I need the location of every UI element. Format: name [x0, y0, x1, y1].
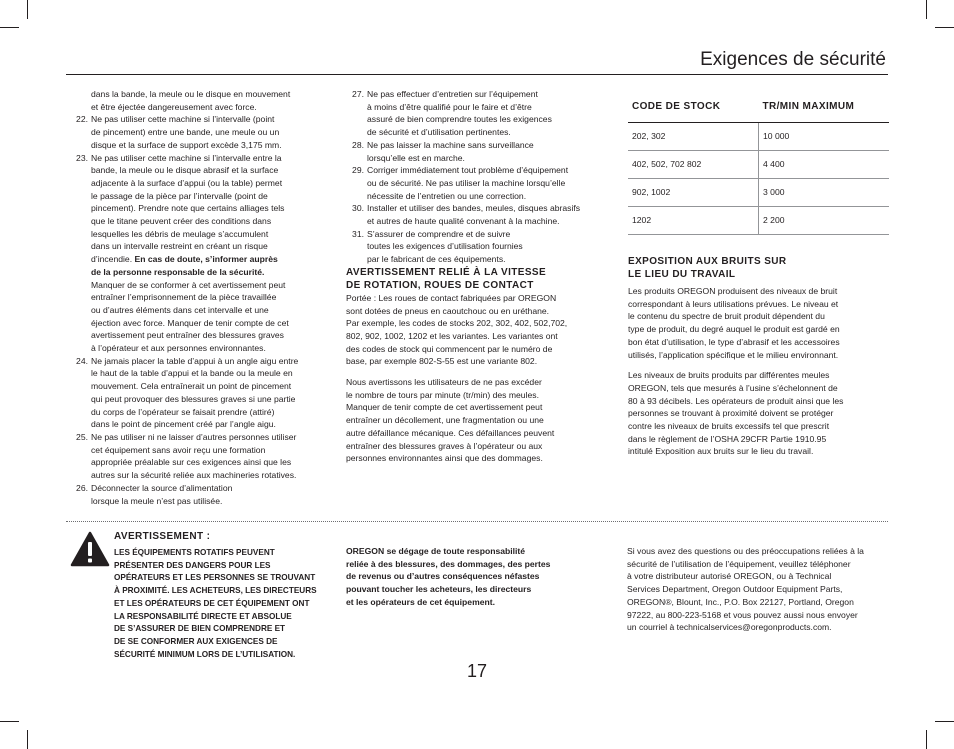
paragraph-decibels: [628, 369, 889, 458]
text-line: pincement). Prendre note que certains alliages tels: [91, 203, 285, 214]
list-item: [346, 228, 611, 266]
table-row: [628, 179, 889, 207]
crop-mark: [0, 27, 19, 28]
text-line: disque et la surface de support excède 3,175 mm.: [91, 139, 282, 150]
text-line: Ne jamais placer la table d’appui à un angle aigu entre: [91, 355, 299, 366]
text-line: le contenu du spectre de bruit produit dépendent du: [628, 311, 825, 322]
text-line: Services Department, Oregon Outdoor Equipment Parts,: [627, 584, 843, 595]
text-line: DE S’ASSURER DE BIEN COMPRENDRE ET: [114, 624, 286, 634]
table-cell: 4 400: [759, 151, 890, 179]
text-line: OREGON, tels que mesurés à l’usine s’échelonnent de: [628, 382, 838, 393]
text-line: pouvant toucher les acheteurs, les directeurs: [346, 584, 532, 595]
crop-mark: [27, 0, 28, 19]
text-line: reliée à des blessures, des dommages, des pertes: [346, 558, 551, 569]
table-header-row: [628, 92, 889, 123]
text-line: à l’opérateur et aux personnes environnantes.: [91, 343, 266, 354]
item-number: 31.: [352, 228, 364, 239]
crop-mark: [926, 0, 927, 19]
text-line: Ne pas utiliser cette machine si l’intervalle (point: [91, 114, 275, 125]
paragraph-noise-levels: [628, 285, 889, 361]
text-line: OPÉRATEURS ET LES PERSONNES SE TROUVANT: [114, 573, 316, 583]
text-line: nécessite de l’entretien ou une correction.: [367, 190, 527, 201]
text-line: base, par exemple 802-S-55 est une variante 802.: [346, 356, 538, 367]
item-number: 22.: [76, 114, 88, 125]
table-row: [628, 151, 889, 179]
text-line: autre défaillance mécanique. Ces défaillances peuvent: [346, 427, 555, 438]
warning-triangle-icon: [70, 531, 110, 567]
text-line: Les produits OREGON produisent des niveaux de bruit: [628, 286, 838, 296]
page-number: 17: [466, 661, 488, 681]
text-line: assuré de bien comprendre toutes les exigences: [367, 114, 552, 125]
text-line: autres sur la sécurité reliée aux machineries rotatives.: [91, 470, 297, 481]
text-line: entraîner un décollement, une fragmentation ou une: [346, 415, 544, 426]
text-line: qui peut provoquer des blessures graves si une partie: [91, 393, 296, 404]
item-number: 25.: [76, 431, 88, 442]
column-header: TR/MIN MAXIMUM: [759, 92, 890, 123]
text-line: Corriger immédiatement tout problème d’équipement: [367, 165, 569, 176]
column-3: [628, 88, 889, 458]
list-item: [70, 152, 330, 355]
text-line: PRÉSENTER DES DANGERS POUR LES: [114, 560, 271, 570]
text-line: et les opérateurs de cet équipement.: [346, 596, 496, 607]
text-line: Les niveaux de bruits produits par différentes meules: [628, 370, 830, 381]
crop-mark: [935, 27, 954, 28]
item-number: 26.: [76, 482, 88, 493]
warning-title: AVERTISSEMENT :: [114, 531, 211, 542]
text-line: Ne pas utiliser cette machine si l’intervalle entre la: [91, 152, 282, 163]
warning-body: [114, 547, 330, 661]
text-line: 97222, au 800-223-5168 et vous pouvez aussi nous envoyer: [627, 609, 858, 620]
bold-text: de la personne responsable de la sécurité.: [91, 266, 265, 277]
text-line: bon état d’utilisation, le type d’abrasif et les accessoires: [628, 336, 840, 347]
text-line: sécurité de l’utilisation de l’équipement, veuillez téléphoner: [627, 558, 851, 569]
list-item: [346, 139, 611, 164]
paragraph-scope: [346, 292, 611, 368]
text-line: entraîner des blessures graves à l’opérateur ou aux: [346, 440, 543, 451]
text-line: contre les niveaux de bruits excessifs tel que prescrit: [628, 421, 830, 432]
list-item: [346, 88, 611, 139]
crop-mark: [935, 721, 954, 722]
text-line: Portée : Les roues de contact fabriquées par OREGON: [346, 292, 557, 303]
text-line: Ne pas effectuer d’entretien sur l’équipement: [367, 89, 538, 99]
column-1: [70, 88, 330, 507]
text-line: OREGON®, Blount, Inc., P.O. Box 22127, Portland, Oregon: [627, 596, 854, 607]
text-line: du corps de l’opérateur se faisait prendre (attiré): [91, 406, 275, 417]
text-line: mouvement. Cela entraînerait un point de pincement: [91, 381, 292, 392]
text-line: Par exemple, les codes de stocks 202, 302, 402, 502,702,: [346, 318, 568, 329]
item-21-continuation: [70, 88, 330, 113]
text-line: bande, la meule ou le disque abrasif et la surface: [91, 165, 279, 176]
text-line: correspondant à leurs utilisations prévues. Le niveau et: [628, 298, 839, 309]
bold-text: En cas de doute, s’informer auprès: [132, 254, 278, 265]
text-line: LES ÉQUIPEMENTS ROTATIFS PEUVENT: [114, 548, 275, 557]
text-line: LA RESPONSABILITÉ DIRECTE ET ABSOLUE: [114, 611, 292, 621]
text-line: avertissement peut entraîner des blessures graves: [91, 330, 284, 341]
text-line: S’assurer de comprendre et de suivre: [367, 228, 511, 239]
list-item: [70, 113, 330, 151]
text-line: entraîner l’emprisonnement de la pièce travaillée: [91, 292, 277, 303]
warning-block: [114, 530, 330, 661]
text-line: 80 à 93 décibels. Les opérateurs de produit ainsi que les: [628, 395, 844, 406]
text-line: 802, 902, 1002, 1202 et les variantes. Les variantes ont: [346, 330, 558, 341]
text-line: DE SE CONFORMER AUX EXIGENCES DE: [114, 636, 278, 646]
text-line: lesquelles les débris de meulage s’accumulent: [91, 228, 269, 239]
text-line: utilisés, l’application spécifique et le milieu environnant.: [628, 349, 839, 360]
heading-line: DE ROTATION, ROUES DE CONTACT: [346, 279, 534, 291]
safety-list-col2: [346, 88, 611, 266]
crop-mark: [926, 730, 927, 749]
text-line: appropriée préalable sur ces exigences ainsi que les: [91, 457, 292, 468]
table-cell: 402, 502, 702 802: [628, 151, 759, 179]
text-line: que le titane peuvent créer des conditions dans: [91, 216, 272, 227]
item-number: 28.: [352, 139, 364, 150]
section-heading-rotation-speed: [346, 266, 611, 292]
text-line: Nous avertissons les utilisateurs de ne pas excéder: [346, 377, 542, 388]
text-line: et être éjectée dangereusement avec force.: [91, 101, 257, 112]
rpm-table: [628, 92, 889, 235]
list-item: [70, 431, 330, 482]
text-line: Si vous avez des questions ou des préoccupations reliées à la: [627, 546, 864, 556]
column-header: CODE DE STOCK: [628, 92, 759, 123]
text-line: SÉCURITÉ MINIMUM LORS DE L’UTILISATION.: [114, 649, 296, 659]
text-line: intitulé Exposition aux bruits sur le lieu du travail.: [628, 446, 814, 457]
list-item: [70, 355, 330, 431]
table-row: [628, 123, 889, 151]
text-line: des codes de stock qui commencent par le numéro de: [346, 343, 553, 354]
text-line: Manquer de se conformer à cet avertissement peut: [91, 279, 286, 290]
list-item: [346, 164, 611, 202]
text-line: dans la bande, la meule ou le disque en mouvement: [91, 89, 291, 99]
page-title: Exigences de sécurité: [700, 49, 886, 70]
text-span: d’incendie.: [91, 254, 133, 265]
crop-mark: [27, 730, 28, 749]
text-line: sont dotées de pneus en caoutchouc ou en uréthane.: [346, 305, 550, 316]
text-line: de pincement) entre une bande, une meule ou un: [91, 127, 280, 138]
text-line: éjection avec force. Manquer de tenir compte de cet: [91, 317, 289, 328]
table-cell: 3 000: [759, 179, 890, 207]
text-line: un courriel à technicalservices@oregonproducts.com.: [627, 622, 832, 633]
text-line: dans le point de pincement créé par l’angle aigu.: [91, 419, 276, 430]
text-line: OREGON se dégage de toute responsabilité: [346, 546, 526, 556]
text-line: le haut de la table d’appui et la bande ou la meule en: [91, 368, 293, 379]
text-line: le passage de la pièce par l’intervalle (point de: [91, 190, 268, 201]
item-number: 29.: [352, 165, 364, 176]
text-line: le nombre de tours par minute (tr/min) des meules.: [346, 389, 539, 400]
text-line: toutes les exigences d’utilisation fournies: [367, 241, 523, 252]
text-line: dans un intervalle restreint en créant un risque: [91, 241, 268, 252]
text-line: ou de sécurité. Ne pas utiliser la machine lorsqu’elle: [367, 177, 566, 188]
list-item: [346, 202, 611, 227]
section-heading-noise-exposure: [628, 255, 889, 281]
text-line: Ne pas utiliser ni ne laisser d’autres personnes utiliser: [91, 431, 297, 442]
text-line: dans le règlement de l’OSHA 29CFR Partie 1910.95: [628, 433, 827, 444]
table-cell: 10 000: [759, 123, 890, 151]
text-line: Installer et utiliser des bandes, meules, disques abrasifs: [367, 203, 581, 214]
list-item: [70, 482, 330, 507]
text-line: type de produit, du degré auquel le produit est gardé en: [628, 324, 840, 335]
text-line: Manquer de tenir compte de cet avertissement peut: [346, 402, 543, 413]
table-cell: 1202: [628, 207, 759, 235]
item-number: 23.: [76, 152, 88, 163]
table-cell: 902, 1002: [628, 179, 759, 207]
text-line: cet équipement sans avoir reçu une formation: [91, 444, 266, 455]
crop-mark: [0, 721, 19, 722]
paragraph-rpm-warning: [346, 376, 611, 465]
text-line: ET LES OPÉRATEURS DE CET ÉQUIPEMENT ONT: [114, 598, 310, 608]
table-cell: 202, 302: [628, 123, 759, 151]
text-line: ou d’autres éléments dans cet intervalle et une: [91, 304, 269, 315]
text-line: lorsque la meule n’est pas utilisée.: [91, 495, 223, 506]
column-2: [346, 88, 611, 465]
text-line: [91, 253, 330, 266]
safety-list-col1: [70, 113, 330, 507]
item-number: 30.: [352, 203, 364, 214]
text-line: à moins d’être qualifié pour le faire et d’être: [367, 101, 532, 112]
text-line: personnes environnantes ainsi que des dommages.: [346, 453, 543, 464]
item-number: 27.: [352, 89, 364, 99]
section-divider: [66, 521, 888, 522]
text-line: et autres de haute qualité convenant à la machine.: [367, 216, 560, 227]
heading-line: EXPOSITION AUX BRUITS SUR: [628, 256, 787, 267]
contact-info: [627, 545, 891, 634]
text-line: de revenus ou d’autres conséquences néfastes: [346, 571, 540, 582]
liability-disclaimer: [346, 545, 596, 609]
table-row: [628, 207, 889, 235]
text-line: adjacente à la surface d’appui (ou la table) permet: [91, 177, 283, 188]
text-line: à votre distributeur autorisé OREGON, ou à Technical: [627, 571, 832, 582]
text-line: de sécurité et d’utilisation pertinentes.: [367, 127, 511, 138]
header-rule: [66, 74, 888, 75]
text-line: lorsqu’elle est en marche.: [367, 152, 465, 163]
table-cell: 2 200: [759, 207, 890, 235]
heading-line: AVERTISSEMENT RELIÉ À LA VITESSE: [346, 266, 547, 278]
text-line: par le fabricant de ces équipements.: [367, 254, 506, 265]
item-number: 24.: [76, 355, 88, 366]
text-line: Ne pas laisser la machine sans surveillance: [367, 139, 534, 150]
text-line: À PROXIMITÉ. LES ACHETEURS, LES DIRECTEURS: [114, 586, 317, 596]
text-line: Déconnecter la source d’alimentation: [91, 482, 233, 493]
heading-line: LE LIEU DU TRAVAIL: [628, 269, 736, 280]
text-line: personnes se trouvant à proximité doivent se protéger: [628, 408, 834, 419]
